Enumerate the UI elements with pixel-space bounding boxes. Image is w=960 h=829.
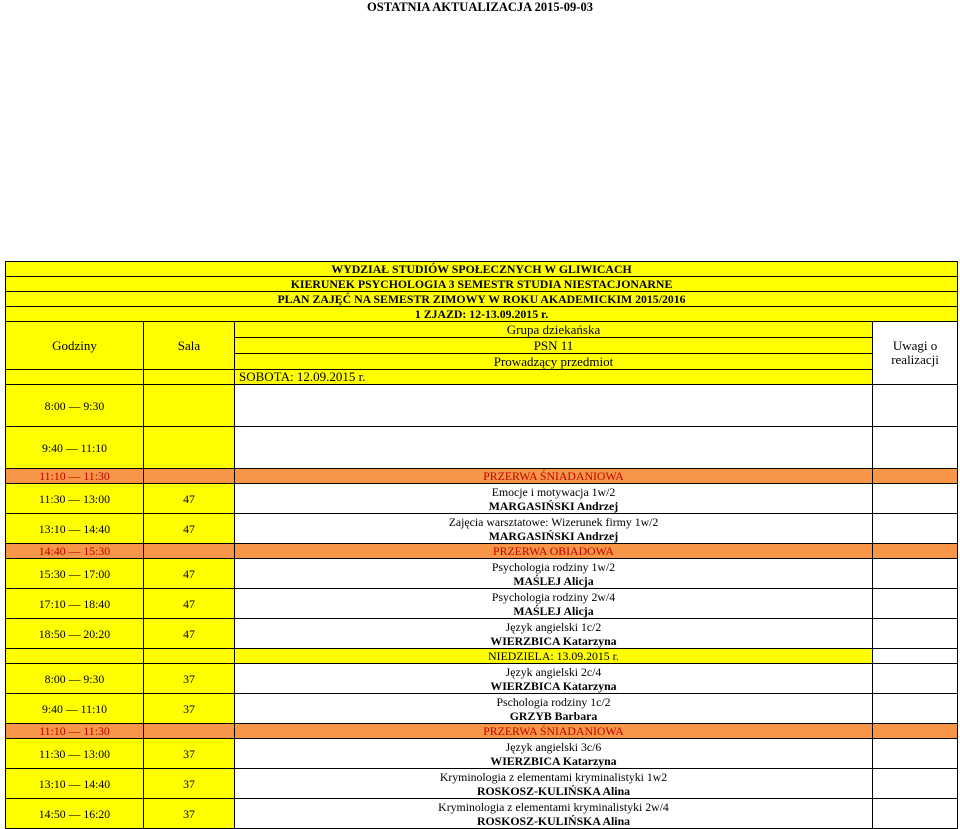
class-cell (235, 739, 873, 769)
room-cell (144, 385, 235, 427)
notes-cell (873, 739, 958, 769)
notes-column-header: Uwagi o realizacji (873, 322, 958, 385)
break-label: PRZERWA ŚNIADANIOWA (235, 724, 873, 739)
room-header-fill (144, 370, 235, 385)
break-label: PRZERWA ŚNIADANIOWA (235, 469, 873, 484)
time-cell: 13:10 — 14:40 (6, 514, 144, 544)
class-cell (235, 385, 873, 427)
subject-name: Zajęcia warsztatowe: Wizerunek firmy 1w/2 (448, 514, 659, 529)
time-cell: 8:00 — 9:30 (6, 664, 144, 694)
teacher-name: MARGASIŃSKI Andrzej (488, 498, 619, 513)
notes-cell (873, 619, 958, 649)
subject-name: Język angielski 3c/6 (505, 739, 602, 754)
class-cell (235, 664, 873, 694)
teacher-name: GRZYB Barbara (509, 708, 598, 723)
hours-header-fill (6, 370, 144, 385)
class-cell (235, 514, 873, 544)
time-cell: 13:10 — 14:40 (6, 769, 144, 799)
class-cell (235, 589, 873, 619)
update-banner: OSTATNIA AKTUALIZACJA 2015-09-03 (367, 0, 593, 14)
time-cell: 17:10 — 18:40 (6, 589, 144, 619)
teacher-name: WIERZBICA Katarzyna (490, 753, 617, 768)
teacher-name: MARGASIŃSKI Andrzej (488, 528, 619, 543)
teacher-name: WIERZBICA Katarzyna (490, 633, 617, 648)
notes-cell (873, 694, 958, 724)
teacher-name: ROSKOSZ-KULIŃSKA Alina (476, 783, 631, 798)
room-cell: 37 (144, 769, 235, 799)
room-cell: 47 (144, 559, 235, 589)
class-cell (235, 619, 873, 649)
break-room-cell (144, 544, 235, 559)
sunday-label: NIEDZIELA: 13.09.2015 r. (235, 649, 873, 664)
program-title: KIERUNEK PSYCHOLOGIA 3 SEMESTR STUDIA NIESTACJONARNE (6, 277, 958, 292)
day-spacer-room (144, 649, 235, 664)
schedule-table (5, 261, 958, 829)
subject-name: Psychologia rodziny 1w/2 (491, 559, 616, 574)
time-cell: 15:30 — 17:00 (6, 559, 144, 589)
group-name: PSN 11 (235, 338, 873, 354)
break-notes-cell (873, 544, 958, 559)
class-cell (235, 769, 873, 799)
room-cell: 37 (144, 799, 235, 829)
room-cell: 47 (144, 589, 235, 619)
room-cell: 37 (144, 694, 235, 724)
subject-name: Język angielski 1c/2 (505, 619, 602, 634)
plan-title: PLAN ZAJĘĆ NA SEMESTR ZIMOWY W ROKU AKADEMICKIM 2015/2016 (6, 292, 958, 307)
break-notes-cell (873, 724, 958, 739)
teacher-label: Prowadzący przedmiot (235, 354, 873, 370)
teacher-name: ROSKOSZ-KULIŃSKA Alina (476, 813, 631, 828)
teacher-name: WIERZBICA Katarzyna (490, 678, 617, 693)
room-cell (144, 427, 235, 469)
notes-cell (873, 664, 958, 694)
break-time-cell: 11:10 — 11:30 (6, 469, 144, 484)
notes-cell (873, 589, 958, 619)
break-time-cell: 11:10 — 11:30 (6, 724, 144, 739)
class-cell (235, 559, 873, 589)
subject-name: Kryminologia z elementami kryminalistyki 2w/4 (438, 799, 669, 814)
time-cell: 8:00 — 9:30 (6, 385, 144, 427)
break-room-cell (144, 469, 235, 484)
break-room-cell (144, 724, 235, 739)
subject-name: Kryminologia z elementami kryminalistyki 1w2 (439, 769, 668, 784)
notes-cell (873, 559, 958, 589)
notes-cell (873, 769, 958, 799)
notes-cell (873, 484, 958, 514)
time-cell: 11:30 — 13:00 (6, 739, 144, 769)
time-cell: 9:40 — 11:10 (6, 694, 144, 724)
break-time-cell: 14:40 — 15:30 (6, 544, 144, 559)
teacher-name: MAŚLEJ Alicja (513, 573, 594, 588)
teacher-name: MAŚLEJ Alicja (513, 603, 594, 618)
room-cell: 37 (144, 664, 235, 694)
room-cell: 37 (144, 739, 235, 769)
day-spacer-notes (873, 649, 958, 664)
class-cell (235, 799, 873, 829)
subject-name: Język angielski 2c/4 (505, 664, 602, 679)
class-cell (235, 694, 873, 724)
subject-name: Emocje i motywacja 1w/2 (491, 484, 616, 499)
notes-cell (873, 427, 958, 469)
class-cell (235, 427, 873, 469)
faculty-title: WYDZIAŁ STUDIÓW SPOŁECZNYCH W GLIWICACH (6, 262, 958, 277)
notes-cell (873, 799, 958, 829)
subject-name: Pschologia rodziny 1c/2 (496, 694, 611, 709)
room-cell: 47 (144, 484, 235, 514)
room-column-header: Sala (144, 322, 235, 370)
hours-column-header: Godziny (6, 322, 144, 370)
day-spacer-time (6, 649, 144, 664)
saturday-label: SOBOTA: 12.09.2015 r. (235, 370, 873, 385)
time-cell: 18:50 — 20:20 (6, 619, 144, 649)
time-cell: 14:50 — 16:20 (6, 799, 144, 829)
notes-cell (873, 385, 958, 427)
break-label: PRZERWA OBIADOWA (235, 544, 873, 559)
class-cell (235, 484, 873, 514)
time-cell: 11:30 — 13:00 (6, 484, 144, 514)
notes-cell (873, 514, 958, 544)
room-cell: 47 (144, 619, 235, 649)
session-title: 1 ZJAZD: 12-13.09.2015 r. (6, 307, 958, 322)
room-cell: 47 (144, 514, 235, 544)
subject-name: Psychologia rodziny 2w/4 (491, 589, 616, 604)
group-label: Grupa dziekańska (235, 322, 873, 338)
break-notes-cell (873, 469, 958, 484)
time-cell: 9:40 — 11:10 (6, 427, 144, 469)
